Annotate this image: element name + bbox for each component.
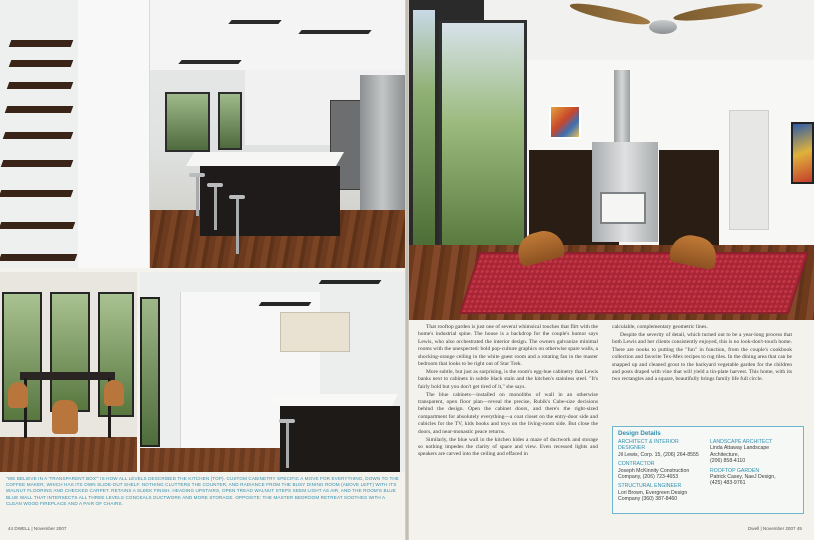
bar-stool (286, 422, 289, 468)
details-heading: CONTRACTOR (618, 461, 655, 468)
kitchen-island (200, 166, 340, 236)
doorway (729, 110, 769, 230)
bar-stool-seat (189, 173, 205, 177)
ceiling-light (178, 60, 241, 64)
photo-living-room (409, 0, 814, 320)
fan-blade (569, 0, 652, 28)
dark-cabinet (659, 150, 719, 245)
window-pane (439, 20, 527, 250)
open-shelf (280, 312, 350, 352)
fan-blade (673, 0, 764, 24)
bar-stool-seat (279, 419, 295, 423)
page-folio-right: Dwell | November 2007 45 (747, 526, 802, 531)
kitchen-window (218, 92, 242, 150)
photo-kitchen-detail (140, 272, 405, 472)
details-line: Jil Lewis, Corp. 15, (206) 264-8555 (618, 451, 699, 458)
article-paragraph: Despite the severity of detail, which turned out to be a year-long process that both Lewis and her clients consistently enjoyed, this is no look-don't-touch home. There are nooks to putting the "fun" in function, from the couple's cookbook collection and favorite Tex-Mex recipes to rug tiles. In the dining area that can be snapped up and cleaned grout to the backyard vegetable garden for the children and posts draped with vine that will yield a tin-plate harvest. This home, with its two rectangles and a square, beautifully brings family life full circle. (612, 331, 792, 383)
details-line: Lori Brown, Evergreen Design (618, 489, 688, 496)
article-paragraph: More subtle, but just as surprising, is the room's egg-hue cabinetry that Lewis banks next to cabinets in subtle black stain and the kitchen's stainless steel. "It's fairly bold but you don't get tired of it," she says. (418, 368, 598, 390)
island-counter (186, 152, 344, 166)
details-group (710, 468, 798, 487)
stair-step (3, 132, 74, 139)
details-heading: ROOFTOP GARDEN (710, 467, 760, 474)
bar-stool (214, 186, 217, 230)
wall-art (791, 122, 814, 184)
red-rug (459, 252, 809, 314)
details-heading: ARCHITECT & INTERIOR DESIGNER (618, 439, 679, 452)
island-counter (267, 394, 398, 406)
details-title: Design Details (618, 430, 661, 437)
details-group (618, 461, 706, 480)
white-column (78, 0, 150, 268)
dining-window (50, 292, 90, 412)
details-group (710, 439, 798, 465)
ceiling-light (259, 302, 312, 306)
article-column-left (418, 324, 598, 459)
design-details-box (612, 426, 804, 514)
details-heading: STRUCTURAL ENGINEER (618, 483, 682, 490)
bar-stool (236, 198, 239, 254)
wall-art (549, 105, 581, 139)
details-line: (206) 858-4110 (710, 458, 746, 465)
firebox (600, 192, 646, 224)
bar-stool (196, 176, 199, 216)
dining-chair (8, 382, 28, 408)
dining-chair (104, 380, 124, 406)
tall-window (140, 297, 160, 447)
article-paragraph: Similarly, the blue wall in the kitchen hides a maze of ductwork and storage so nothing impedes the clarity of space and view. Even recessed lights and speakers are carved into the ceiling and effaced in (418, 436, 598, 458)
details-line: Linda Attaway Landscape (710, 445, 770, 452)
dining-chair (52, 400, 78, 434)
kitchen-island (280, 406, 400, 472)
stair-step (9, 40, 74, 47)
window-pane (413, 10, 435, 245)
dining-floor (0, 437, 137, 472)
stair-step (0, 222, 75, 229)
details-line: Patrick Casey, NaeJ Design, (710, 474, 776, 481)
details-line: Company, (206) 723-4653 (618, 474, 679, 481)
ceiling-light (228, 20, 281, 24)
refrigerator (360, 75, 405, 225)
photo-stair-kitchen (0, 0, 405, 268)
article-column-right (612, 324, 792, 384)
page-folio-left: 44 DWELL | November 2007 (8, 526, 67, 531)
photo-dining-room (0, 272, 137, 472)
stair-step (9, 60, 74, 67)
kitchen-floor (140, 448, 280, 472)
details-line: (425) 483-9761 (710, 480, 746, 487)
details-line: Architecture, (710, 451, 740, 458)
ceiling-light (298, 30, 371, 34)
bar-stool-seat (229, 195, 245, 199)
chimney-flue (614, 70, 630, 145)
article-paragraph: The blue cabinets—installed on monoliths of wall in an otherwise transparent, open floor plan—reveal the precise, Rubik's Cube-size decisions behind the design. Open the cabinet doors, and there's the right-sized compartment for absolutely everything—a coat closet on the entry-door side and cubicles for the TV, kids books and toys on the living-room side. But close the doors, and near-monastic peace returns. (418, 391, 598, 435)
details-heading: LANDSCAPE ARCHITECT (710, 439, 773, 445)
ceiling-fan (649, 20, 677, 34)
details-group (618, 483, 706, 502)
details-column-left (618, 439, 706, 506)
stair-step (0, 190, 73, 197)
stair-step (7, 82, 74, 89)
bar-stool-seat (207, 183, 223, 187)
article-paragraph: calculable, complementary geometric lines. (612, 324, 708, 330)
details-line: Joseph McKinnity Construction (618, 467, 690, 474)
dining-table (20, 372, 115, 380)
details-column-right (710, 439, 798, 490)
article-paragraph: That rooftop garden is just one of several whimsical touches that flirt with the home's industrial spine. The house is a backdrop for the couple's humor says Lewis, who also orchestrated the interior design. The owners galvanize minimal rooms with the unexpected: bold pop-culture graphics on otherwise spare walls, a shocking-orange ceiling in the white guest room and a rotating fan in the master bedroom that looks to be right out of Star Trek. (418, 324, 598, 368)
stair-step (0, 254, 77, 261)
kitchen-window (165, 92, 210, 152)
details-line: Company (360) 387-8460 (618, 496, 678, 503)
ceiling-light (319, 280, 382, 284)
stair-step (1, 160, 74, 167)
details-group (618, 439, 706, 458)
photo-caption: "WE BELIEVE IN A 'TRANSPARENT BOX'" IS HOW ALL LEVELS DESCRIBED THE KITCHEN (TOP). CUSTOM CABINETRY SPECIFIC A MOVE FOR EVERYTHING, DOWN TO THE COFFEE MAKER, WHICH HAS ITS OWN SLIDE-OUT SHELF. NOTHING CLUTTERS THE COUNTER, AND RADIANCE FROM THE BUSY DINING ROOM (ABOVE LEFT) WITH ITS WALNUT FLOORING AND CHECKED CARPET. RETAINS A SLEEK FINISH. HEADING UPSTAIRS, OPEN TREAD WALNUT STEPS SEEM LIGHT AS AIR, AND THE ROOM'S BLUE BLUE WALL THAT INTERSECTS ALL THREE LEVELS CONCEALS DUCTWORK AND MORE STORAGE. OPPOSITE: THE MASTER BEDROOM RETREAT SOOTHES WITH A CLEAN WOOD FIREPLACE AND A PAIR OF CHAIRS. (6, 476, 399, 506)
stair-step (5, 106, 74, 113)
